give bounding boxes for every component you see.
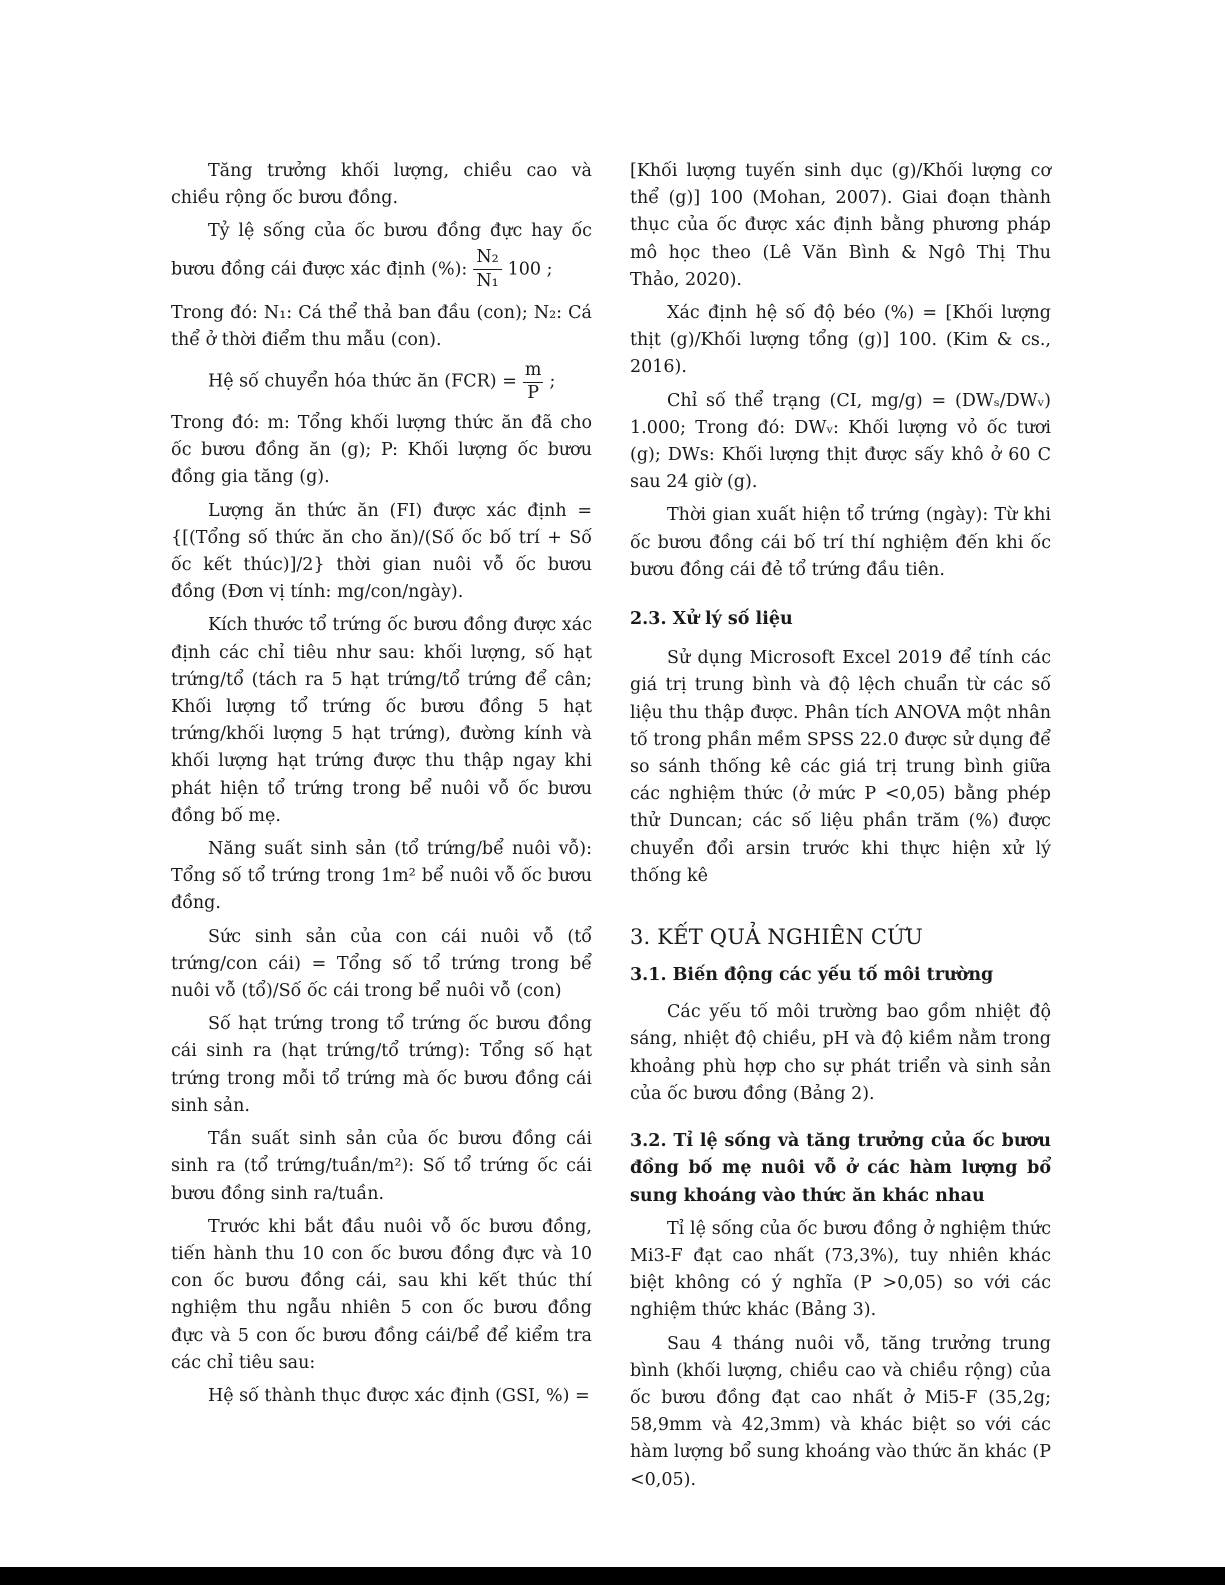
right-column xyxy=(630,158,1051,1500)
fraction-numerator: N₂ xyxy=(473,246,501,271)
paragraph: Sức sinh sản của con cái nuôi vỗ (tổ trứng/con cái) = Tổng số tổ trứng trong bể nuôi vỗ (tổ)/Số ốc cái trong bể nuôi vỗ (con) xyxy=(171,926,592,1002)
paragraph: Trong đó: m: Tổng khối lượng thức ăn đã cho ốc bươu đồng ăn (g); P: Khối lượng ốc bươu đồng gia tăng (g). xyxy=(171,413,592,488)
fraction-numerator: m xyxy=(523,360,544,383)
footer-bar xyxy=(0,1567,1225,1585)
paragraph: Sau 4 tháng nuôi vỗ, tăng trưởng trung bình (khối lượng, chiều cao và chiều rộng) của ốc bươu đồng đạt cao nhất ở Mi5-F (35,2g; 58,9mm và 42,3mm) và khác biệt so với các hàm lượng bổ sung khoáng vào thức ăn khác (P <0,05). xyxy=(630,1333,1051,1490)
paragraph: Trước khi bắt đầu nuôi vỗ ốc bươu đồng, tiến hành thu 10 con ốc bươu đồng đực và 10 con ốc bươu đồng cái, sau khi kết thúc thí nghiệm thu ngẫu nhiên 5 con ốc bươu đồng đực và 5 con ốc bươu đồng cái/bể để kiểm tra các chỉ tiêu sau: xyxy=(171,1216,592,1373)
paragraph: Tỉ lệ sống của ốc bươu đồng ở nghiệm thức Mi3-F đạt cao nhất (73,3%), tuy nhiên khác biệt không có ý nghĩa (P >0,05) so với các nghiệm thức khác (Bảng 3). xyxy=(630,1218,1051,1321)
paragraph: Sử dụng Microsoft Excel 2019 để tính các giá trị trung bình và độ lệch chuẩn từ các số liệu thu thập được. Phân tích ANOVA một nhân tố trong phần mềm SPSS 22.0 được sử dụng để so sánh thống kê các giá trị trung bình giữa các nghiệm thức (ở mức P <0,05) bằng phép thử Duncan; các số liệu phần trăm (%) được chuyển đổi arsin trước khi thực hiện xử lý thống kê xyxy=(630,648,1052,886)
formula-text: Hệ số chuyển hóa thức ăn (FCR) = xyxy=(208,371,517,392)
paragraph: Các yếu tố môi trường bao gồm nhiệt độ sáng, nhiệt độ chiều, pH và độ kiềm nằm trong khoảng phù hợp cho sự phát triển và sinh sản của ốc bươu đồng (Bảng 2). xyxy=(630,1002,1051,1104)
section-heading-2-3: 2.3. Xử lý số liệu xyxy=(630,609,793,630)
paragraph: Số hạt trứng trong tổ trứng ốc bươu đồng cái sinh ra (hạt trứng/tổ trứng): Tổng số hạt trứng trong mỗi tổ trứng mà ốc bươu đồng cái sinh sản. xyxy=(171,1014,592,1116)
fcr-formula xyxy=(171,360,592,404)
fraction xyxy=(523,360,544,404)
paragraph: Tăng trưởng khối lượng, chiều cao và chiều rộng ốc bươu đồng. xyxy=(171,161,592,209)
paragraph: Lượng ăn thức ăn (FI) được xác định = {[(Tổng số thức ăn cho ăn)/(Số ốc bố trí + Số ốc kết thúc)]/2} thời gian nuôi vỗ ốc bươu đồng (Đơn vị tính: mg/con/ngày). xyxy=(171,500,592,603)
paragraph: Tần suất sinh sản của ốc bươu đồng cái sinh ra (tổ trứng/tuần/m²): Số tổ trứng ốc cái bươu đồng sinh ra/tuần. xyxy=(171,1129,592,1204)
section-heading-3-2: 3.2. Tỉ lệ sống và tăng trưởng của ốc bươu đồng bố mẹ nuôi vỗ ở các hàm lượng bổ sung khoáng vào thức ăn khác nhau xyxy=(630,1131,1051,1206)
section-heading-3-1: 3.1. Biến động các yếu tố môi trường xyxy=(630,965,994,986)
formula-tail: 100 ; xyxy=(507,259,553,280)
fraction xyxy=(473,246,501,294)
paragraph: [Khối lượng tuyến sinh dục (g)/Khối lượng cơ thể (g)] 100 (Mohan, 2007). Giai đoạn thành thục của ốc được xác định bằng phương pháp mô học theo (Lê Văn Bình & Ngô Thị Thu Thảo, 2020). xyxy=(630,161,1051,290)
paragraph: Thời gian xuất hiện tổ trứng (ngày): Từ khi ốc bươu đồng cái bố trí thí nghiệm đến khi ốc bươu đồng cái đẻ tổ trứng đầu tiên. xyxy=(630,505,1051,580)
paragraph: Kích thước tổ trứng ốc bươu đồng được xác định các chỉ tiêu như sau: khối lượng, số hạt trứng/tổ (tách ra 5 hạt trứng/tổ trứng để cân; Khối lượng tổ trứng ốc bươu đồng 5 hạt trứng/khối lượng 5 hạt trứng), đường kính và khối lượng hạt trứng được thu thập ngay khi phát hiện tổ trứng trong bể nuôi vỗ ốc bươu đồng bố mẹ. xyxy=(171,615,592,826)
paragraph: Chỉ số thể trạng (CI, mg/g) = (DWₛ/DWᵥ) 1.000; Trong đó: DWᵥ: Khối lượng vỏ ốc tươi (g); DWs: Khối lượng thịt được sấy khô ở 60 C sau 24 giờ (g). xyxy=(630,390,1051,493)
paragraph: Xác định hệ số độ béo (%) = [Khối lượng thịt (g)/Khối lượng tổng (g)] 100. (Kim & cs., 2016). xyxy=(630,303,1051,378)
paragraph: Hệ số thành thục được xác định (GSI, %) = xyxy=(208,1385,590,1406)
section-heading-3: 3. KẾT QUẢ NGHIÊN CỨU xyxy=(630,925,923,950)
fraction-denominator: N₁ xyxy=(476,271,499,292)
paragraph: Trong đó: N₁: Cá thể thả ban đầu (con); N₂: Cá thể ở thời điểm thu mẫu (con). xyxy=(171,302,592,350)
formula-tail: ; xyxy=(549,371,556,392)
left-column xyxy=(171,158,592,1416)
survival-rate-formula xyxy=(171,218,592,293)
formula-text: Tỷ lệ sống của ốc bươu đồng đực hay ốc bươu đồng cái được xác định (%): xyxy=(171,221,592,280)
fraction-denominator: P xyxy=(527,382,540,403)
paragraph: Năng suất sinh sản (tổ trứng/bể nuôi vỗ): Tổng số tổ trứng trong 1m² bể nuôi vỗ ốc bươu đồng. xyxy=(171,839,592,914)
